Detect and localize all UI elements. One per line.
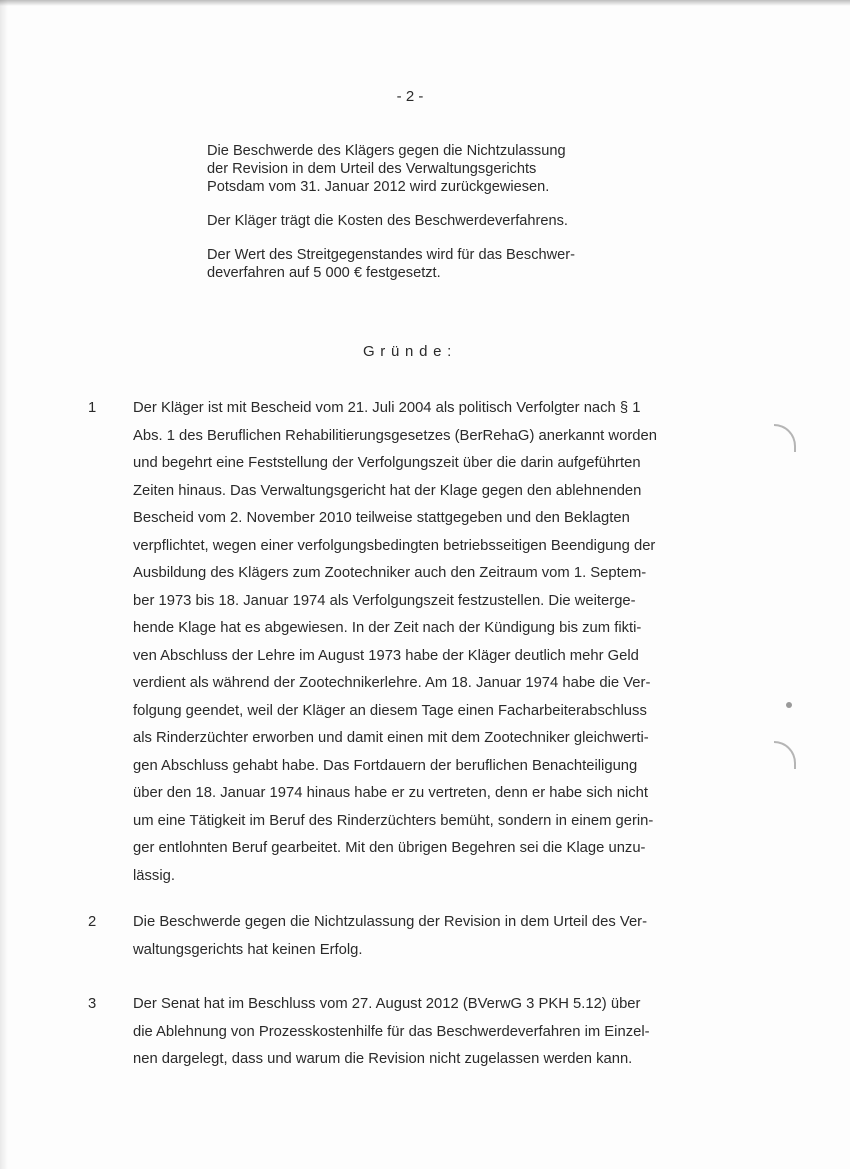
paragraph-line: Bescheid vom 2. November 2010 teilweise stattgegeben und den Beklagten xyxy=(133,510,630,526)
tenor-line: Der Kläger trägt die Kosten des Beschwerdeverfahrens. xyxy=(207,213,568,229)
paragraph-line: ven Abschluss der Lehre im August 1973 habe der Kläger deutlich mehr Geld xyxy=(133,647,639,664)
punch-hole-mark xyxy=(774,741,796,769)
paragraph-line: Zeiten hinaus. Das Verwaltungsgericht hat der Klage gegen den ablehnenden xyxy=(133,482,642,499)
scan-speck xyxy=(786,702,792,708)
paragraph-line: folgung geendet, weil der Kläger an diesem Tage einen Facharbeiterabschluss xyxy=(133,702,647,719)
paragraph-line: die Ablehnung von Prozesskostenhilfe für das Beschwerdeverfahren im Einzel- xyxy=(133,1023,650,1040)
paragraph-line: ber 1973 bis 18. Januar 1974 als Verfolgungszeit festzustellen. Die weiterge- xyxy=(133,592,636,609)
tenor-line: der Revision in dem Urteil des Verwaltungsgerichts xyxy=(207,161,537,177)
paragraph-line: ger entlohnten Beruf gearbeitet. Mit den übrigen Begehren sei die Klage unzu- xyxy=(133,840,646,856)
scan-edge-shadow xyxy=(0,0,8,1169)
punch-hole-mark xyxy=(774,424,796,452)
paragraph-line: Der Senat hat im Beschluss vom 27. August 2012 (BVerwG 3 PKH 5.12) über xyxy=(133,996,641,1012)
paragraph-number: 1 xyxy=(88,400,97,416)
paragraph-line: waltungsgerichts hat keinen Erfolg. xyxy=(133,941,363,958)
paragraph-line: um eine Tätigkeit im Beruf des Rinderzüchters bemüht, sondern in einem gerin- xyxy=(133,812,654,829)
paragraph-text xyxy=(133,991,693,1074)
tenor-block xyxy=(207,142,627,298)
paragraph-line: Abs. 1 des Beruflichen Rehabilitierungsgesetzes (BerRehaG) anerkannt worden xyxy=(133,427,657,444)
tenor-line: Potsdam vom 31. Januar 2012 wird zurückgewiesen. xyxy=(207,179,550,195)
tenor-paragraph xyxy=(207,142,627,196)
paragraph-line: lässig. xyxy=(133,867,175,884)
tenor-line: Der Wert des Streitgegenstandes wird für das Beschwer- xyxy=(207,247,575,263)
paragraph-text xyxy=(133,395,693,890)
paragraph-line: über den 18. Januar 1974 hinaus habe er zu vertreten, denn er habe sich nicht xyxy=(133,785,648,801)
paragraph-line: hende Klage hat es abgewiesen. In der Zeit nach der Kündigung bis zum fikti- xyxy=(133,620,642,636)
paragraph-text xyxy=(133,909,693,964)
paragraph-line: Ausbildung des Klägers zum Zootechniker auch den Zeitraum vom 1. Septem- xyxy=(133,565,647,581)
paragraph-line: und begehrt eine Feststellung der Verfolgungszeit über die darin aufgeführten xyxy=(133,455,641,471)
paragraph-line: verdient als während der Zootechnikerlehre. Am 18. Januar 1974 habe die Ver- xyxy=(133,675,651,691)
paragraph-line: als Rinderzüchter erworben und damit einen mit dem Zootechniker gleichwerti- xyxy=(133,730,649,746)
paragraph-line: Die Beschwerde gegen die Nichtzulassung der Revision in dem Urteil des Ver- xyxy=(133,914,648,930)
page-number: - 2 - xyxy=(396,88,424,105)
paragraph-number: 2 xyxy=(88,914,97,930)
section-heading: Gründe: xyxy=(362,343,458,360)
tenor-paragraph xyxy=(207,212,627,230)
paragraph-number: 3 xyxy=(88,996,97,1012)
tenor-line: Die Beschwerde des Klägers gegen die Nichtzulassung xyxy=(207,143,566,159)
paragraph-line: verpflichtet, wegen einer verfolgungsbedingten betriebsseitigen Beendigung der xyxy=(133,537,656,554)
tenor-line: deverfahren auf 5 000 € festgesetzt. xyxy=(207,265,441,281)
tenor-paragraph xyxy=(207,246,627,282)
scan-edge-shadow xyxy=(0,0,850,6)
paragraph-line: nen dargelegt, dass und warum die Revision nicht zugelassen werden kann. xyxy=(133,1051,633,1067)
paragraph-line: Der Kläger ist mit Bescheid vom 21. Juli 2004 als politisch Verfolgter nach § 1 xyxy=(133,400,641,416)
paragraph-line: gen Abschluss gehabt habe. Das Fortdauern der beruflichen Benachteiligung xyxy=(133,757,638,774)
